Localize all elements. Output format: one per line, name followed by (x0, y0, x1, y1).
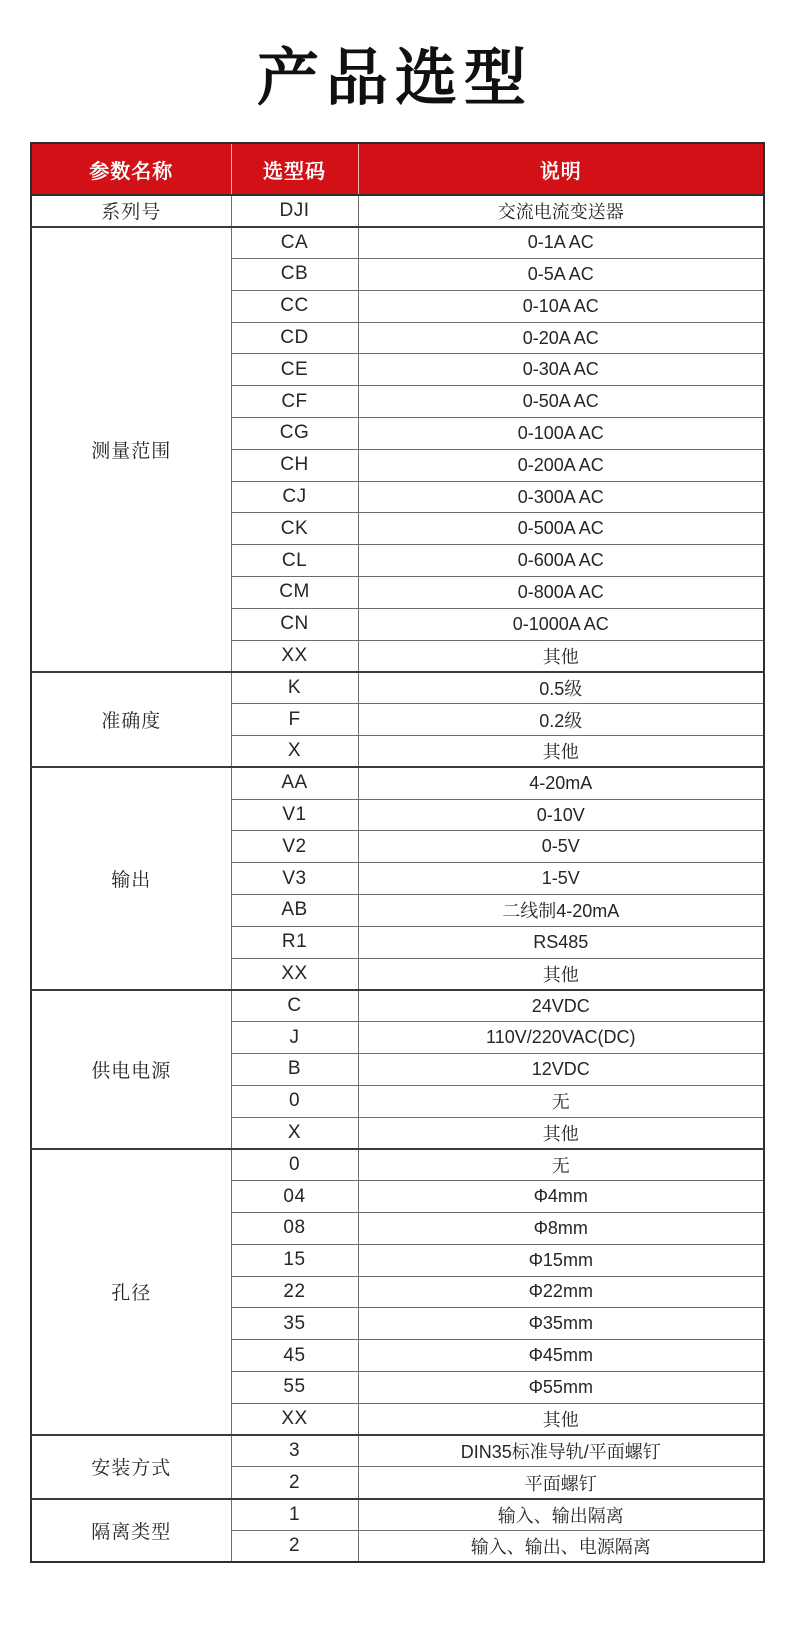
code-cell: CD (231, 322, 358, 354)
code-cell: R1 (231, 926, 358, 958)
code-cell: 1 (231, 1499, 358, 1531)
desc-cell: 0-800A AC (358, 577, 764, 609)
code-cell: CG (231, 418, 358, 450)
column-header-selection-code: 选型码 (231, 143, 358, 195)
table-row (31, 1499, 764, 1531)
param-name-cell: 隔离类型 (31, 1499, 231, 1563)
code-cell: J (231, 1022, 358, 1054)
header-row (31, 143, 764, 195)
desc-cell: 0-200A AC (358, 449, 764, 481)
table-row (31, 195, 764, 227)
code-cell: CM (231, 577, 358, 609)
selection-table-wrap (30, 142, 763, 1563)
desc-cell: 无 (358, 1085, 764, 1117)
desc-cell: DIN35标准导轨/平面螺钉 (358, 1435, 764, 1467)
desc-cell: 其他 (358, 736, 764, 768)
column-header-parameter-name: 参数名称 (31, 143, 231, 195)
code-cell: XX (231, 640, 358, 672)
code-cell: F (231, 704, 358, 736)
code-cell: V1 (231, 799, 358, 831)
code-cell: CE (231, 354, 358, 386)
desc-cell: Φ55mm (358, 1371, 764, 1403)
desc-cell: 0-10V (358, 799, 764, 831)
desc-cell: 1-5V (358, 863, 764, 895)
code-cell: 22 (231, 1276, 358, 1308)
code-cell: AB (231, 895, 358, 927)
desc-cell: 其他 (358, 1117, 764, 1149)
desc-cell: Φ8mm (358, 1213, 764, 1245)
page-title: 产品选型 (256, 44, 533, 113)
desc-cell: 0-500A AC (358, 513, 764, 545)
code-cell: CF (231, 386, 358, 418)
selection-table (30, 142, 765, 1563)
desc-cell: Φ4mm (358, 1181, 764, 1213)
param-name-cell: 安装方式 (31, 1435, 231, 1499)
code-cell: CA (231, 227, 358, 259)
desc-cell: 其他 (358, 958, 764, 990)
code-cell: AA (231, 767, 358, 799)
code-cell: 04 (231, 1181, 358, 1213)
param-name-cell: 供电电源 (31, 990, 231, 1149)
table-row (31, 990, 764, 1022)
desc-cell: 交流电流变送器 (358, 195, 764, 227)
code-cell: XX (231, 1403, 358, 1435)
table-row (31, 1435, 764, 1467)
code-cell: X (231, 736, 358, 768)
code-cell: 0 (231, 1149, 358, 1181)
code-cell: B (231, 1054, 358, 1086)
desc-cell: 0-50A AC (358, 386, 764, 418)
desc-cell: 24VDC (358, 990, 764, 1022)
desc-cell: 其他 (358, 1403, 764, 1435)
code-cell: 55 (231, 1371, 358, 1403)
table-row (31, 672, 764, 704)
desc-cell: 0.2级 (358, 704, 764, 736)
code-cell: CN (231, 608, 358, 640)
desc-cell: 输入、输出隔离 (358, 1499, 764, 1531)
table-row (31, 1149, 764, 1181)
code-cell: XX (231, 958, 358, 990)
desc-cell: 0-10A AC (358, 290, 764, 322)
desc-cell: 二线制4-20mA (358, 895, 764, 927)
param-name-cell: 输出 (31, 767, 231, 990)
desc-cell: 0-1A AC (358, 227, 764, 259)
desc-cell: 无 (358, 1149, 764, 1181)
desc-cell: Φ45mm (358, 1340, 764, 1372)
desc-cell: 0-100A AC (358, 418, 764, 450)
code-cell: 3 (231, 1435, 358, 1467)
desc-cell: Φ35mm (358, 1308, 764, 1340)
code-cell: 45 (231, 1340, 358, 1372)
desc-cell: 平面螺钉 (358, 1467, 764, 1499)
code-cell: 2 (231, 1530, 358, 1562)
desc-cell: 4-20mA (358, 767, 764, 799)
desc-cell: 0-5V (358, 831, 764, 863)
code-cell: K (231, 672, 358, 704)
column-header-description: 说明 (358, 143, 764, 195)
code-cell: CK (231, 513, 358, 545)
desc-cell: 0-1000A AC (358, 608, 764, 640)
table-body (31, 195, 764, 1562)
code-cell: CB (231, 259, 358, 291)
code-cell: 2 (231, 1467, 358, 1499)
desc-cell: 0-300A AC (358, 481, 764, 513)
code-cell: CH (231, 449, 358, 481)
param-name-cell: 准确度 (31, 672, 231, 767)
code-cell: V3 (231, 863, 358, 895)
code-cell: 0 (231, 1085, 358, 1117)
code-cell: V2 (231, 831, 358, 863)
code-cell: 08 (231, 1213, 358, 1245)
param-name-cell: 系列号 (31, 195, 231, 227)
desc-cell: 12VDC (358, 1054, 764, 1086)
desc-cell: 110V/220VAC(DC) (358, 1022, 764, 1054)
desc-cell: RS485 (358, 926, 764, 958)
table-header (31, 143, 764, 195)
param-name-cell: 测量范围 (31, 227, 231, 672)
code-cell: CC (231, 290, 358, 322)
desc-cell: Φ15mm (358, 1244, 764, 1276)
code-cell: 35 (231, 1308, 358, 1340)
desc-cell: 0-30A AC (358, 354, 764, 386)
desc-cell: 0-600A AC (358, 545, 764, 577)
code-cell: DJI (231, 195, 358, 227)
desc-cell: 0-20A AC (358, 322, 764, 354)
desc-cell: 其他 (358, 640, 764, 672)
code-cell: CL (231, 545, 358, 577)
code-cell: X (231, 1117, 358, 1149)
desc-cell: 0.5级 (358, 672, 764, 704)
table-row (31, 227, 764, 259)
code-cell: 15 (231, 1244, 358, 1276)
desc-cell: Φ22mm (358, 1276, 764, 1308)
code-cell: CJ (231, 481, 358, 513)
table-row (31, 767, 764, 799)
desc-cell: 0-5A AC (358, 259, 764, 291)
code-cell: C (231, 990, 358, 1022)
desc-cell: 输入、输出、电源隔离 (358, 1530, 764, 1562)
param-name-cell: 孔径 (31, 1149, 231, 1435)
